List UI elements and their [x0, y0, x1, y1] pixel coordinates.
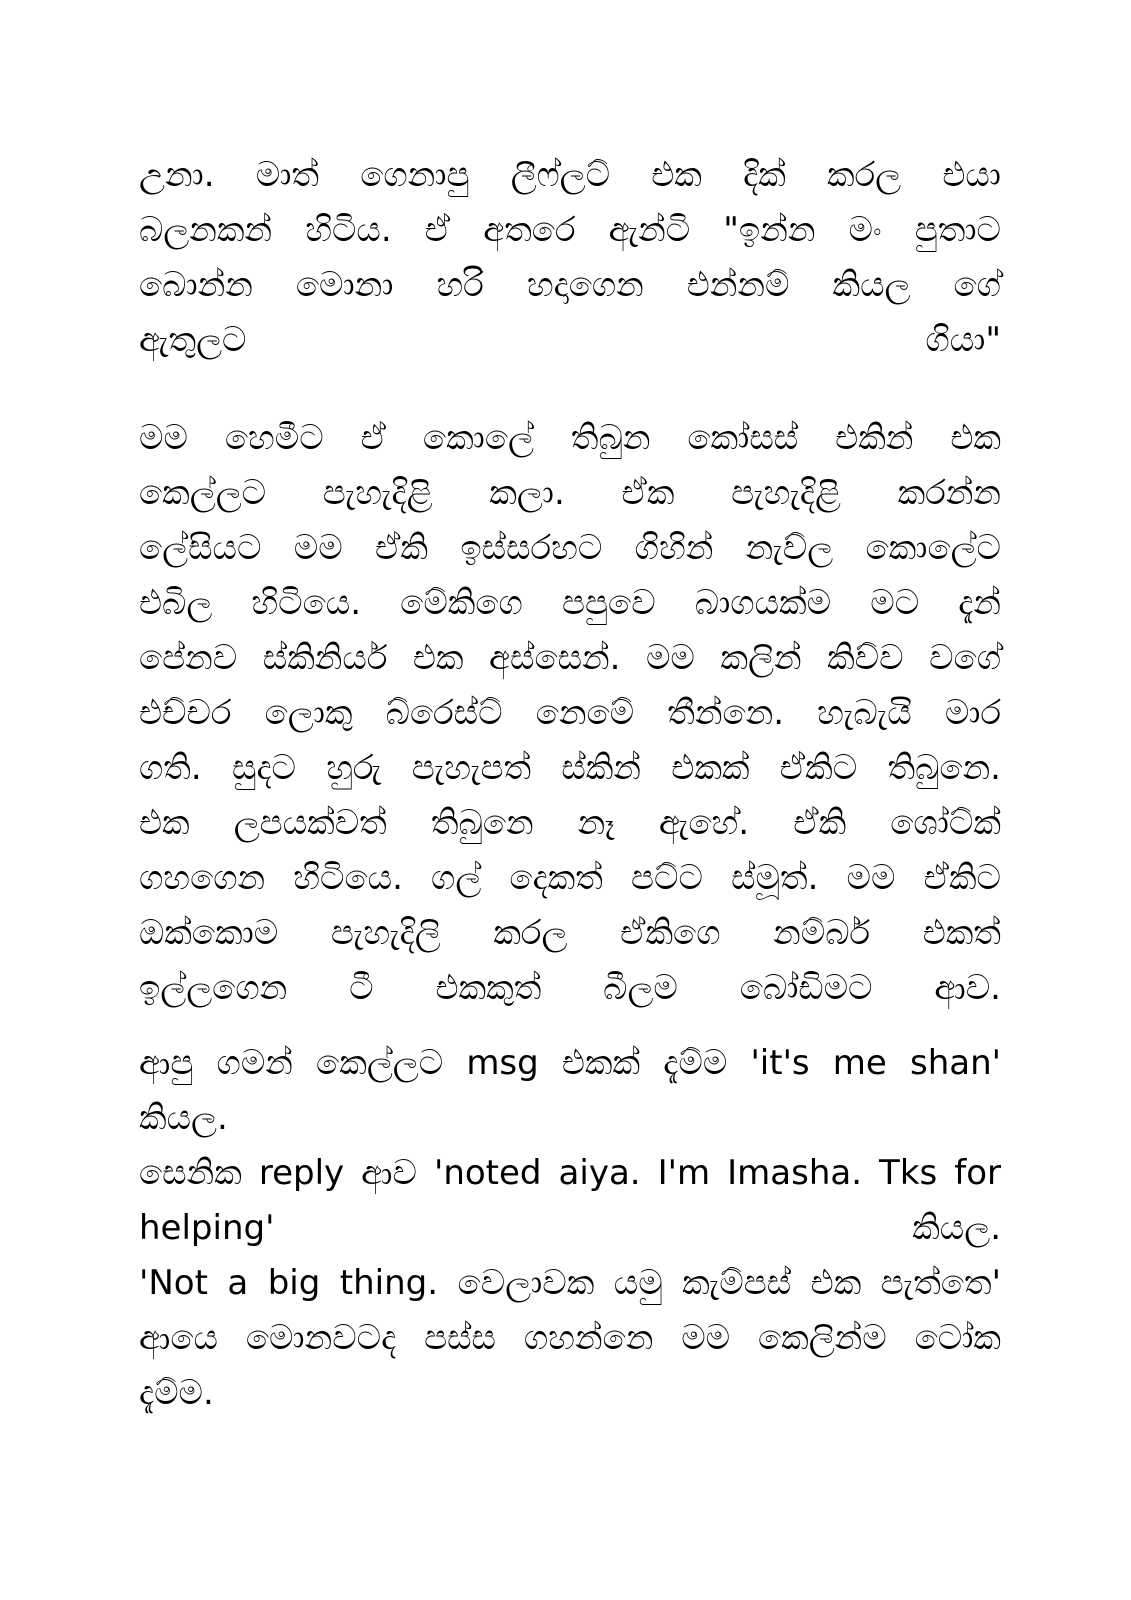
text-line: සෙනික reply ආව 'noted aiya. I'm Imasha. Tks for — [139, 1153, 1001, 1193]
paragraph-2 — [139, 411, 1001, 1016]
paragraph-1 — [139, 148, 1001, 368]
text-line: බලනකන් හිටිය. ඒ අතරෙ ඇන්ටි "ඉන්න මං පුතාට — [139, 210, 1001, 250]
text-line: එක ලපයක්වත් තිබුනෙ නෑ ඇහේ. ඒකි ශෝට්ක් — [139, 803, 1001, 843]
text-line: උනා. මාත් ගෙනාපු ලීෆ්ලට් එක දික් කරල එයා — [139, 155, 1001, 195]
text-line: ගහගෙන හිටියෙ. ගල් දෙකත් පට්ට ස්මූත්. මම ඒකිට — [139, 858, 1001, 898]
paragraph-3 — [139, 1036, 1001, 1421]
text-line: ඔක්කොම පැහැදිලි කරල ඒකිගෙ නම්බර් එකත් — [139, 913, 1001, 953]
text-line: කියල. — [139, 1098, 228, 1138]
text-line: ලේසියට මම ඒකි ඉස්සරහට ගිහින් නැව්ල කොලේට — [139, 528, 1001, 568]
text-line: ආපු ගමන් කෙල්ලට msg එකක් දැම්ම 'it's me shan' — [139, 1043, 1001, 1083]
text-line: helping' කියල. — [139, 1208, 1001, 1248]
text-line: දැම්ම. — [139, 1373, 214, 1413]
text-line: මම හෙමීට ඒ කොලේ තිබුන කෝසස් එකින් එක — [139, 418, 1001, 458]
text-line: 'Not a big thing. වෙලාවක යමු කැම්පස් එක පැත්තෙ' — [139, 1263, 1001, 1303]
text-line: ඉල්ලගෙන ටී එකකුත් බීලම බෝඩිමට ආව. — [139, 968, 1001, 1008]
text-line: ගති. සුදට හුරු පැහැපත් ස්කින් එකක් ඒකිට තිබුනෙ. — [139, 748, 1001, 788]
text-line: ආයෙ මොනවටද පස්ස ගහන්නෙ මම කෙලින්ම ටෝක — [139, 1318, 1001, 1358]
text-line: එච්චර ලොකු බ්රෙස්ට් නෙමේ තීන්නෙ. හැබැයි මාර — [139, 693, 1001, 733]
text-line: ඇතුලට ගියා" — [139, 320, 1001, 360]
text-line: පේනව ස්කිනියර් එක අස්සෙන්. මම කලින් කිව්ව වගේ — [139, 638, 1001, 678]
text-line: එබිල හිටියෙ. මේකිගෙ පපුවෙ බාගයක්ම මට දැන් — [139, 583, 1001, 623]
text-line: බොන්න මොනා හරි හදාගෙන එන්නම් කියල ගේ — [139, 265, 1001, 305]
text-line: කෙල්ලට පැහැදිළි කලා. ඒක පැහැදිළි කරන්න — [139, 473, 1001, 513]
